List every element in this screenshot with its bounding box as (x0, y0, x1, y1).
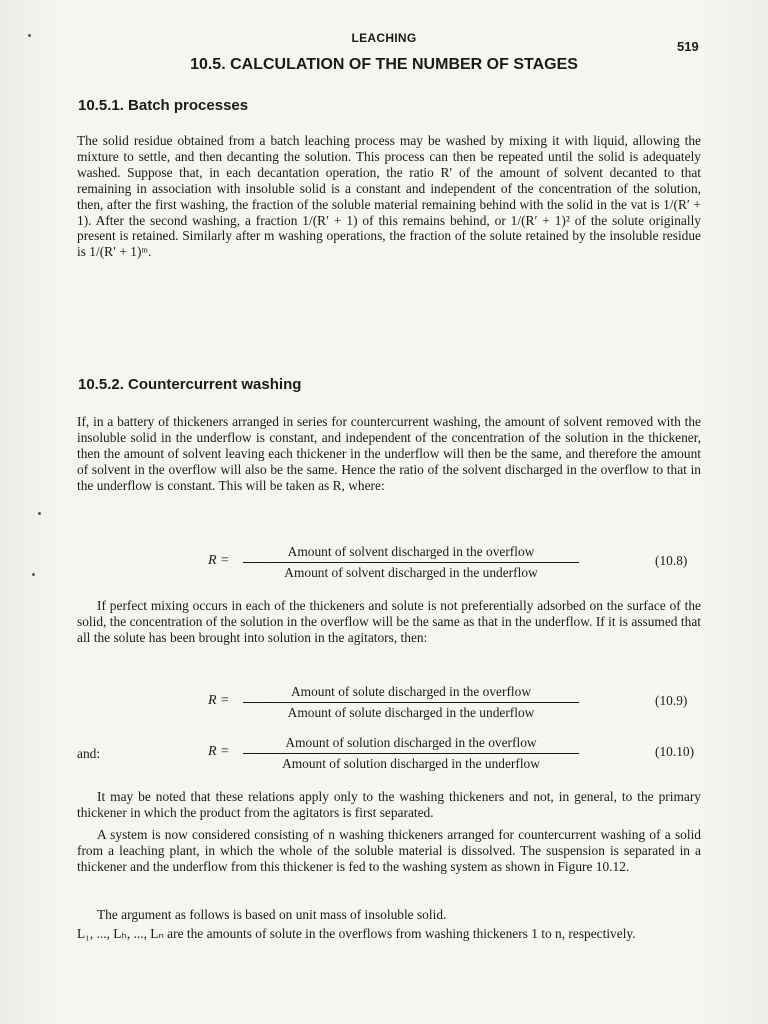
equation-lhs: R = (208, 553, 230, 568)
margin-speck (38, 512, 41, 515)
equation-lhs: R = (208, 693, 230, 708)
equation-fraction (243, 734, 579, 773)
equation-numerator: Amount of solution discharged in the overflow (243, 734, 579, 754)
equation-fraction (243, 683, 579, 722)
equation-denominator: Amount of solute discharged in the underflow (287, 705, 535, 720)
subsection-heading-countercurrent: 10.5.2. Countercurrent washing (78, 376, 302, 393)
paragraph-countercurrent-6: L₁, ..., Lₕ, ..., Lₙ are the amounts of solute in the overflows from washing thickeners 1 to n, respectively. (77, 926, 636, 941)
equation-number: (10.10) (655, 744, 695, 759)
equation-fraction (243, 543, 579, 582)
running-head: LEACHING (351, 31, 417, 45)
equation-denominator: Amount of solvent discharged in the underflow (284, 565, 538, 580)
paragraph-countercurrent-4: A system is now considered consisting of n washing thickeners arranged for countercurrent washing of a solid from a leaching plant, in which the whole of the soluble material is dissolved. The suspension is separated in a thickener and the underflow from this thickener is fed to the washing system as shown in Figure 10.12. (77, 827, 701, 874)
section-title: 10.5. CALCULATION OF THE NUMBER OF STAGES (190, 56, 578, 73)
equation-10-9 (0, 683, 768, 723)
subsection-heading-batch: 10.5.1. Batch processes (78, 97, 249, 114)
paragraph-batch: The solid residue obtained from a batch leaching process may be washed by mixing it with liquid, allowing the mixture to settle, and then decanting the solution. This process can then be repeated until the solid is adequately washed. Suppose that, in each decantation operation, the ratio R′ of the amount of solvent decanted to that remaining in association with insoluble solid is a constant and independent of the concentration of the solution, then, after the first washing, the fraction of the soluble material remaining behind with the solid in the vat is 1/(R′ + 1). After the second washing, a fraction 1/(R′ + 1) of this remains behind, or 1/(R′ + 1)² of the solute originally present is retained. Similarly after m washing operations, the fraction of the solute retained by the insoluble residue is 1/(R′ + 1)ᵐ. (77, 133, 701, 260)
paragraph-countercurrent-3: It may be noted that these relations apply only to the washing thickeners and not, in general, to the primary thickener in which the product from the agitators is first separated. (77, 789, 701, 820)
equation-10-8 (0, 543, 768, 583)
margin-speck (28, 34, 31, 37)
equation-number: (10.9) (655, 693, 688, 708)
margin-speck (32, 573, 35, 576)
equation-10-10 (0, 734, 768, 774)
equation-numerator: Amount of solvent discharged in the overflow (243, 543, 579, 563)
equation-number: (10.8) (655, 553, 688, 568)
paragraph-countercurrent-2: If perfect mixing occurs in each of the thickeners and solute is not preferentially adsorbed on the surface of the solid, the concentration of the solution in the overflow will be the same as that in the underflow. If it is assumed that all the solute has been brought into solution in the agitators, then: (77, 598, 701, 645)
page-number: 519 (677, 39, 699, 54)
equation-numerator: Amount of solute discharged in the overflow (243, 683, 579, 703)
paragraph-countercurrent-5: The argument as follows is based on unit mass of insoluble solid. (97, 907, 447, 922)
equation-lhs: R = (208, 744, 230, 759)
equation-denominator: Amount of solution discharged in the underflow (282, 756, 540, 771)
equation-lead-word: and: (77, 746, 101, 761)
paragraph-countercurrent-1: If, in a battery of thickeners arranged in series for countercurrent washing, the amount of solvent removed with the insoluble solid in the underflow is constant, and independent of the concentration of the solution in the thickener, then the amount of solvent leaving each thickener in the underflow will then be the same, and therefore the amount of solvent in the overflow will also be the same. Hence the ratio of the solvent discharged in the overflow to that in the underflow is constant. This will be taken as R, where: (77, 414, 701, 493)
